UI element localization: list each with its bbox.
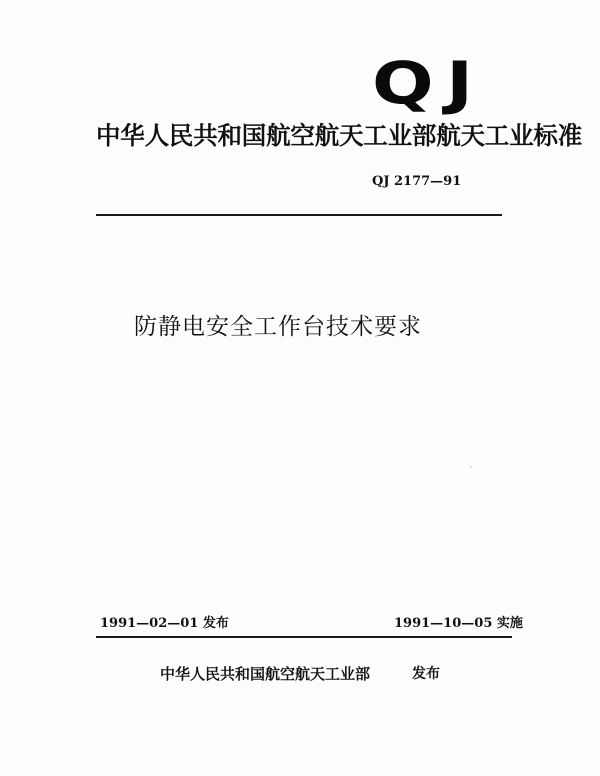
scan-speck	[470, 466, 472, 468]
standard-number: QJ 2177—91	[372, 174, 462, 189]
date-row	[96, 614, 523, 638]
issue-date: 1991—02—01 发布	[100, 616, 229, 631]
date-divider	[96, 636, 512, 638]
implementation-date: 1991—10—05 实施	[394, 616, 523, 631]
publisher-name: 中华人民共和国航空航天工业部	[160, 665, 371, 683]
document-title: 防静电安全工作台技术要求	[134, 314, 422, 340]
issuer-title: 中华人民共和国航空航天工业部航天工业标准	[96, 121, 582, 150]
qj-logo: QJ	[372, 49, 486, 117]
header-divider	[96, 214, 502, 216]
publish-label: 发布	[412, 666, 440, 682]
